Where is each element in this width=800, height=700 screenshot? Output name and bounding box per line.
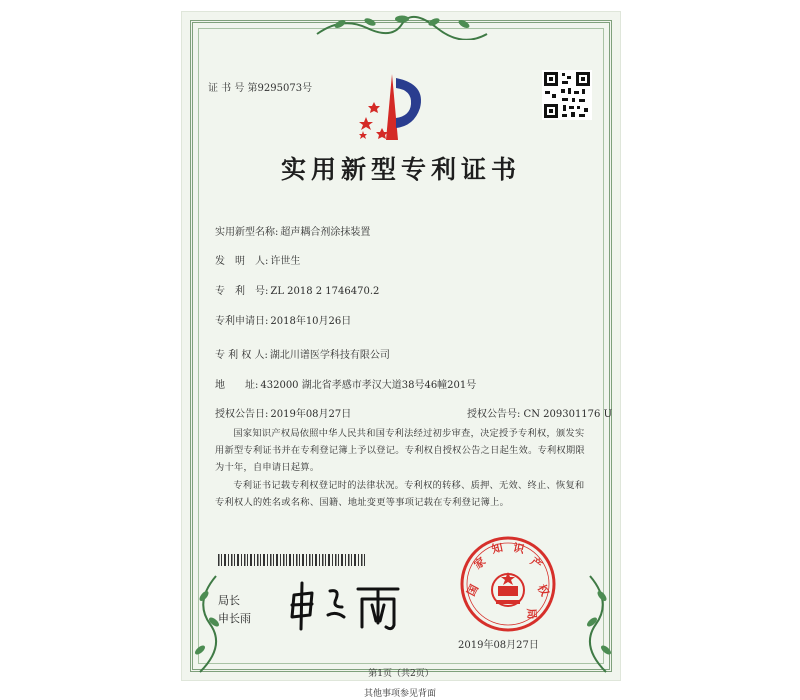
barcode-icon bbox=[218, 554, 368, 566]
field-patent-number: 专 利 号: ZL 2018 2 1746470.2 bbox=[215, 286, 380, 297]
director-signature bbox=[286, 577, 406, 637]
top-vine-ornament bbox=[312, 14, 492, 40]
svg-text:权: 权 bbox=[534, 582, 552, 599]
svg-text:产: 产 bbox=[527, 554, 545, 572]
bottom-right-vine-ornament bbox=[574, 572, 620, 676]
paragraph-grant-statement: 国家知识产权局依照中华人民共和国专利法经过初步审查，决定授予专利权，颁发实用新型专利证书并在专利登记簿上予以登记。专利权自授权公告之日起生效。专利权期限为十年，自申请日起算。 bbox=[215, 428, 586, 473]
official-seal-icon bbox=[458, 534, 558, 634]
field-patentee: 专 利 权 人: 湖北川谱医学科技有限公司 bbox=[215, 350, 390, 361]
director-name: 申长雨 bbox=[218, 612, 251, 625]
field-application-date: 专利申请日: 2018年10月26日 bbox=[215, 316, 352, 327]
field-inventor: 发 明 人: 许世生 bbox=[215, 256, 301, 267]
seal-date: 2019年08月27日 bbox=[458, 640, 539, 651]
svg-text:识: 识 bbox=[511, 541, 526, 557]
svg-text:家: 家 bbox=[471, 554, 489, 572]
paragraph-legal-status: 专利证书记载专利权登记时的法律状况。专利权的转移、质押、无效、终止、恢复和专利权人的姓名或名称、国籍、地址变更等事项记载在专利登记簿上。 bbox=[215, 480, 585, 508]
patent-certificate bbox=[182, 12, 620, 680]
field-publication-number: 授权公告号: CN 209301176 U bbox=[467, 409, 612, 420]
page-number: 第1页（共2页） bbox=[368, 669, 434, 679]
field-grant-date: 授权公告日: 2019年08月27日 授权公告号: CN 209301176 U bbox=[215, 405, 351, 420]
footer-note: 其他事项参见背面 bbox=[363, 689, 436, 699]
director-title: 局长 bbox=[218, 594, 240, 607]
svg-text:国: 国 bbox=[464, 582, 482, 599]
qr-code-icon bbox=[542, 70, 592, 120]
field-address: 地 址: 432000 湖北省孝感市孝汉大道38号46幢201号 bbox=[215, 380, 477, 391]
certificate-title: 实用新型专利证书 bbox=[280, 155, 521, 184]
certificate-number: 证 书 号 第9295073号 bbox=[208, 83, 313, 94]
cnipa-logo-icon bbox=[356, 70, 436, 142]
svg-text:知: 知 bbox=[490, 541, 505, 557]
field-utility-model-name: 实用新型名称: 超声耦合剂涂抹装置 bbox=[215, 227, 371, 238]
svg-text:局: 局 bbox=[524, 607, 539, 620]
